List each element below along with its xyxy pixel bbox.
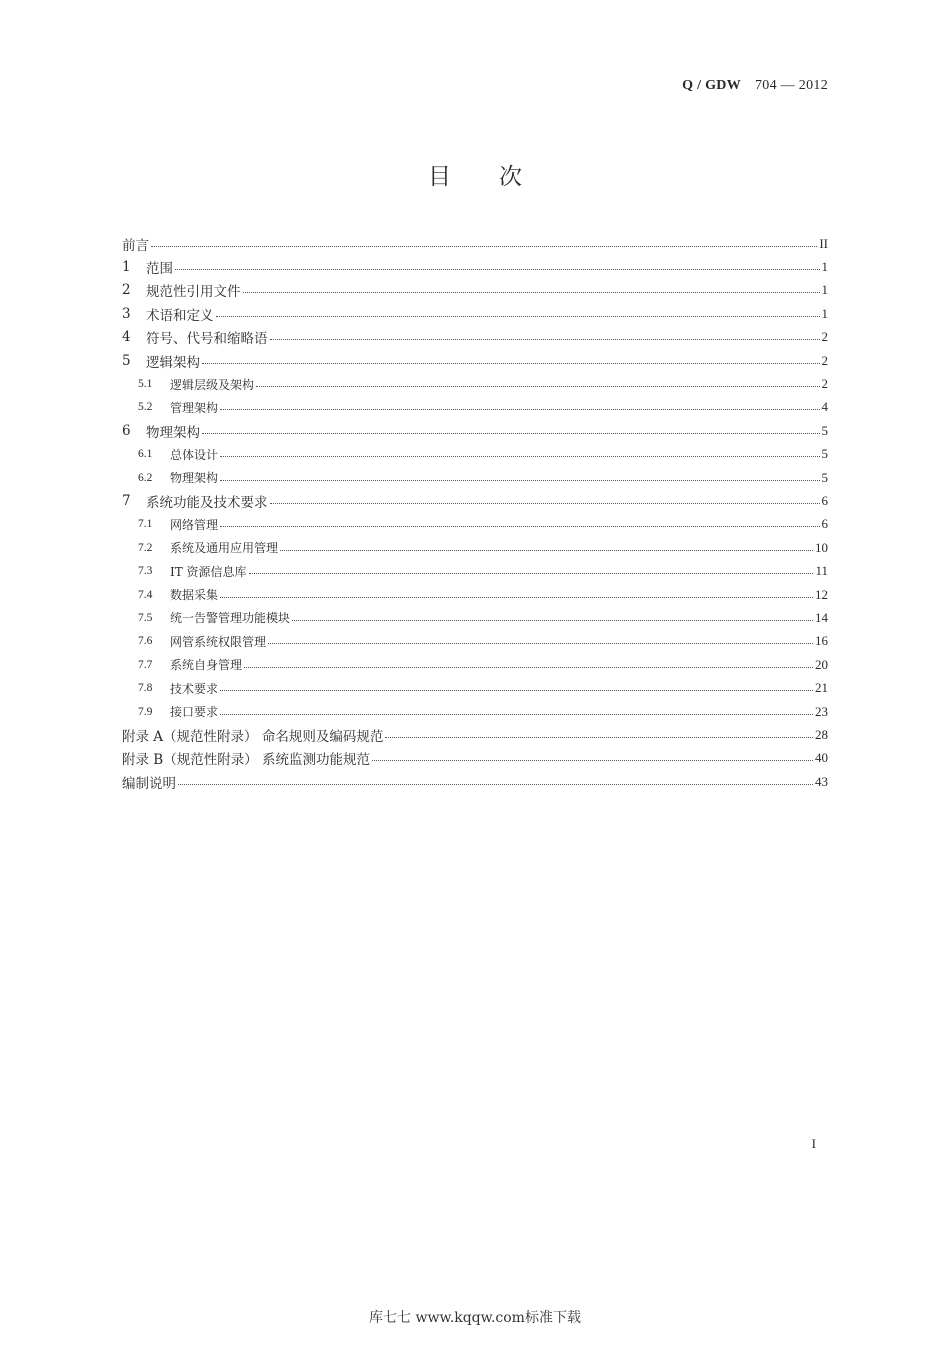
toc-entry-label: 逻辑层级及架构 bbox=[170, 377, 255, 392]
toc-entry-label: 逻辑架构 bbox=[146, 354, 200, 371]
toc-entry-label: 统一告警管理功能模块 bbox=[170, 611, 291, 626]
toc-entry-page: 5 bbox=[821, 422, 828, 438]
toc-entry-label: 总体设计 bbox=[170, 447, 219, 462]
toc-entry-page: 1 bbox=[821, 259, 828, 275]
toc-entry[interactable] bbox=[122, 770, 828, 793]
toc-entry-number: 6.1 bbox=[138, 448, 153, 461]
toc-entry-number: 7.5 bbox=[138, 611, 153, 624]
toc-entry-label: 接口要求 bbox=[170, 705, 219, 719]
toc-entry[interactable] bbox=[122, 653, 828, 676]
toc-entry[interactable] bbox=[122, 513, 828, 536]
toc-entry[interactable] bbox=[122, 396, 828, 419]
footer-watermark: 库七七 www.kqqw.com标准下载 bbox=[369, 1310, 581, 1326]
toc-entry-number: 6 bbox=[122, 422, 131, 439]
toc-dot-leader bbox=[220, 455, 819, 457]
toc-dot-leader bbox=[220, 713, 813, 715]
toc-entry-page: 12 bbox=[815, 586, 828, 602]
toc-dot-leader bbox=[202, 362, 820, 364]
toc-entry-number: 5.2 bbox=[138, 401, 153, 414]
toc-entry-number: 2 bbox=[122, 282, 131, 299]
toc-entry[interactable] bbox=[122, 559, 828, 582]
toc-entry[interactable] bbox=[122, 489, 828, 512]
toc-dot-leader bbox=[220, 596, 813, 598]
toc-entry[interactable] bbox=[122, 466, 828, 489]
toc-entry-page: 2 bbox=[821, 376, 828, 392]
toc-entry-page: 1 bbox=[821, 305, 828, 321]
toc-entry-page: 23 bbox=[815, 703, 828, 719]
toc-entry[interactable] bbox=[122, 700, 828, 723]
toc-entry[interactable] bbox=[122, 372, 828, 395]
toc-entry-label: 网络管理 bbox=[170, 517, 219, 532]
toc-entry-page: 14 bbox=[815, 609, 828, 625]
toc-dot-leader bbox=[292, 619, 813, 621]
toc-entry-page: II bbox=[819, 235, 828, 251]
toc-entry-page: 11 bbox=[815, 563, 828, 579]
toc-dot-leader bbox=[249, 572, 814, 574]
toc-dot-leader bbox=[372, 759, 813, 761]
toc-entry-number: 5 bbox=[122, 352, 131, 369]
toc-entry[interactable] bbox=[122, 232, 828, 255]
toc-entry[interactable] bbox=[122, 747, 828, 770]
toc-entry-label: 符号、代号和缩略语 bbox=[146, 331, 268, 348]
toc-dot-leader bbox=[244, 666, 813, 668]
toc-entry-label: 物理架构 bbox=[170, 471, 219, 486]
toc-entry-label: 数据采集 bbox=[170, 588, 219, 603]
toc-entry-number: 7.9 bbox=[138, 705, 153, 718]
toc-dot-leader bbox=[280, 549, 813, 551]
toc-entry-page: 6 bbox=[821, 492, 828, 508]
toc-entry-label: 范围 bbox=[146, 261, 173, 278]
toc-entry[interactable] bbox=[122, 255, 828, 278]
toc-dot-leader bbox=[202, 432, 820, 434]
toc-entry-label: 附录 A（规范性附录） 命名规则及编码规范 bbox=[122, 728, 384, 745]
toc-entry[interactable] bbox=[122, 349, 828, 372]
toc-dot-leader bbox=[151, 245, 817, 247]
toc-dot-leader bbox=[268, 642, 813, 644]
toc-dot-leader bbox=[270, 338, 820, 340]
toc-entry-label: 术语和定义 bbox=[146, 307, 214, 324]
toc-entry-page: 28 bbox=[815, 726, 828, 742]
toc-entry-number: 3 bbox=[122, 305, 131, 322]
toc-entry-page: 1 bbox=[821, 282, 828, 298]
toc-entry-number: 6.2 bbox=[138, 471, 153, 484]
standard-number: 704 — 2012 bbox=[755, 78, 828, 93]
toc-entry[interactable] bbox=[122, 583, 828, 606]
toc-entry-label: 系统功能及技术要求 bbox=[146, 494, 268, 511]
toc-entry-number: 7.4 bbox=[138, 588, 153, 601]
toc-dot-leader bbox=[256, 385, 819, 387]
toc-entry-page: 2 bbox=[821, 352, 828, 368]
toc-dot-leader bbox=[220, 479, 819, 481]
toc-entry-label: IT 资源信息库 bbox=[170, 564, 247, 579]
toc-entry-page: 6 bbox=[821, 516, 828, 532]
toc-entry-number: 5.1 bbox=[138, 378, 153, 391]
toc-dot-leader bbox=[220, 525, 819, 527]
toc-entry-page: 40 bbox=[815, 750, 828, 766]
toc-dot-leader bbox=[178, 783, 813, 785]
toc-entry-number: 7.3 bbox=[138, 565, 153, 578]
toc-entry-label: 附录 B（规范性附录） 系统监测功能规范 bbox=[122, 752, 371, 769]
toc-dot-leader bbox=[220, 689, 813, 691]
toc-dot-leader bbox=[270, 502, 820, 504]
toc-entry-page: 5 bbox=[821, 469, 828, 485]
toc-entry[interactable] bbox=[122, 676, 828, 699]
page-number: I bbox=[811, 1136, 816, 1151]
toc-entry-number: 7.2 bbox=[138, 541, 153, 554]
toc-entry-label: 网管系统权限管理 bbox=[170, 634, 267, 649]
toc-dot-leader bbox=[243, 291, 820, 293]
toc-entry[interactable] bbox=[122, 279, 828, 302]
standard-code bbox=[682, 78, 828, 94]
toc-entry[interactable] bbox=[122, 419, 828, 442]
toc-dot-leader bbox=[175, 268, 820, 270]
toc-entry-label: 编制说明 bbox=[122, 775, 176, 792]
toc-entry[interactable] bbox=[122, 606, 828, 629]
toc-entry-number: 7.8 bbox=[138, 682, 153, 695]
toc-entry-number: 7.1 bbox=[138, 518, 153, 531]
toc-entry-label: 前言 bbox=[122, 237, 149, 254]
toc-entry-label: 系统及通用应用管理 bbox=[170, 541, 279, 556]
toc-entry-number: 7.6 bbox=[138, 635, 153, 648]
standard-prefix: Q / GDW bbox=[682, 78, 741, 93]
toc-entry-page: 43 bbox=[815, 773, 828, 789]
toc-entry[interactable] bbox=[122, 630, 828, 653]
toc-entry[interactable] bbox=[122, 326, 828, 349]
toc-entry[interactable] bbox=[122, 723, 828, 746]
toc-entry-label: 物理架构 bbox=[146, 424, 200, 441]
toc-entry-number: 1 bbox=[122, 259, 131, 276]
toc-entry-page: 5 bbox=[821, 446, 828, 462]
toc-entry-page: 16 bbox=[815, 633, 828, 649]
toc-entry-label: 技术要求 bbox=[170, 681, 219, 696]
toc-entry-label: 规范性引用文件 bbox=[146, 284, 241, 301]
toc-entry[interactable] bbox=[122, 536, 828, 559]
toc-entry-page: 20 bbox=[815, 656, 828, 672]
toc-entry-page: 21 bbox=[815, 680, 828, 696]
toc-entry-number: 4 bbox=[122, 329, 131, 346]
toc-entry-number: 7.7 bbox=[138, 658, 153, 671]
toc-dot-leader bbox=[216, 315, 820, 317]
toc-entry-label: 管理架构 bbox=[170, 400, 219, 415]
toc-dot-leader bbox=[385, 736, 813, 738]
toc-entry[interactable] bbox=[122, 443, 828, 466]
toc-entry-label: 系统自身管理 bbox=[170, 658, 243, 673]
toc-entry-page: 10 bbox=[815, 539, 828, 555]
toc-entry-page: 4 bbox=[821, 399, 828, 415]
table-of-contents bbox=[122, 232, 828, 793]
page-title: 目次 bbox=[428, 164, 570, 190]
toc-entry[interactable] bbox=[122, 302, 828, 325]
toc-dot-leader bbox=[220, 408, 819, 410]
toc-entry-number: 7 bbox=[122, 492, 131, 509]
toc-entry-page: 2 bbox=[821, 329, 828, 345]
